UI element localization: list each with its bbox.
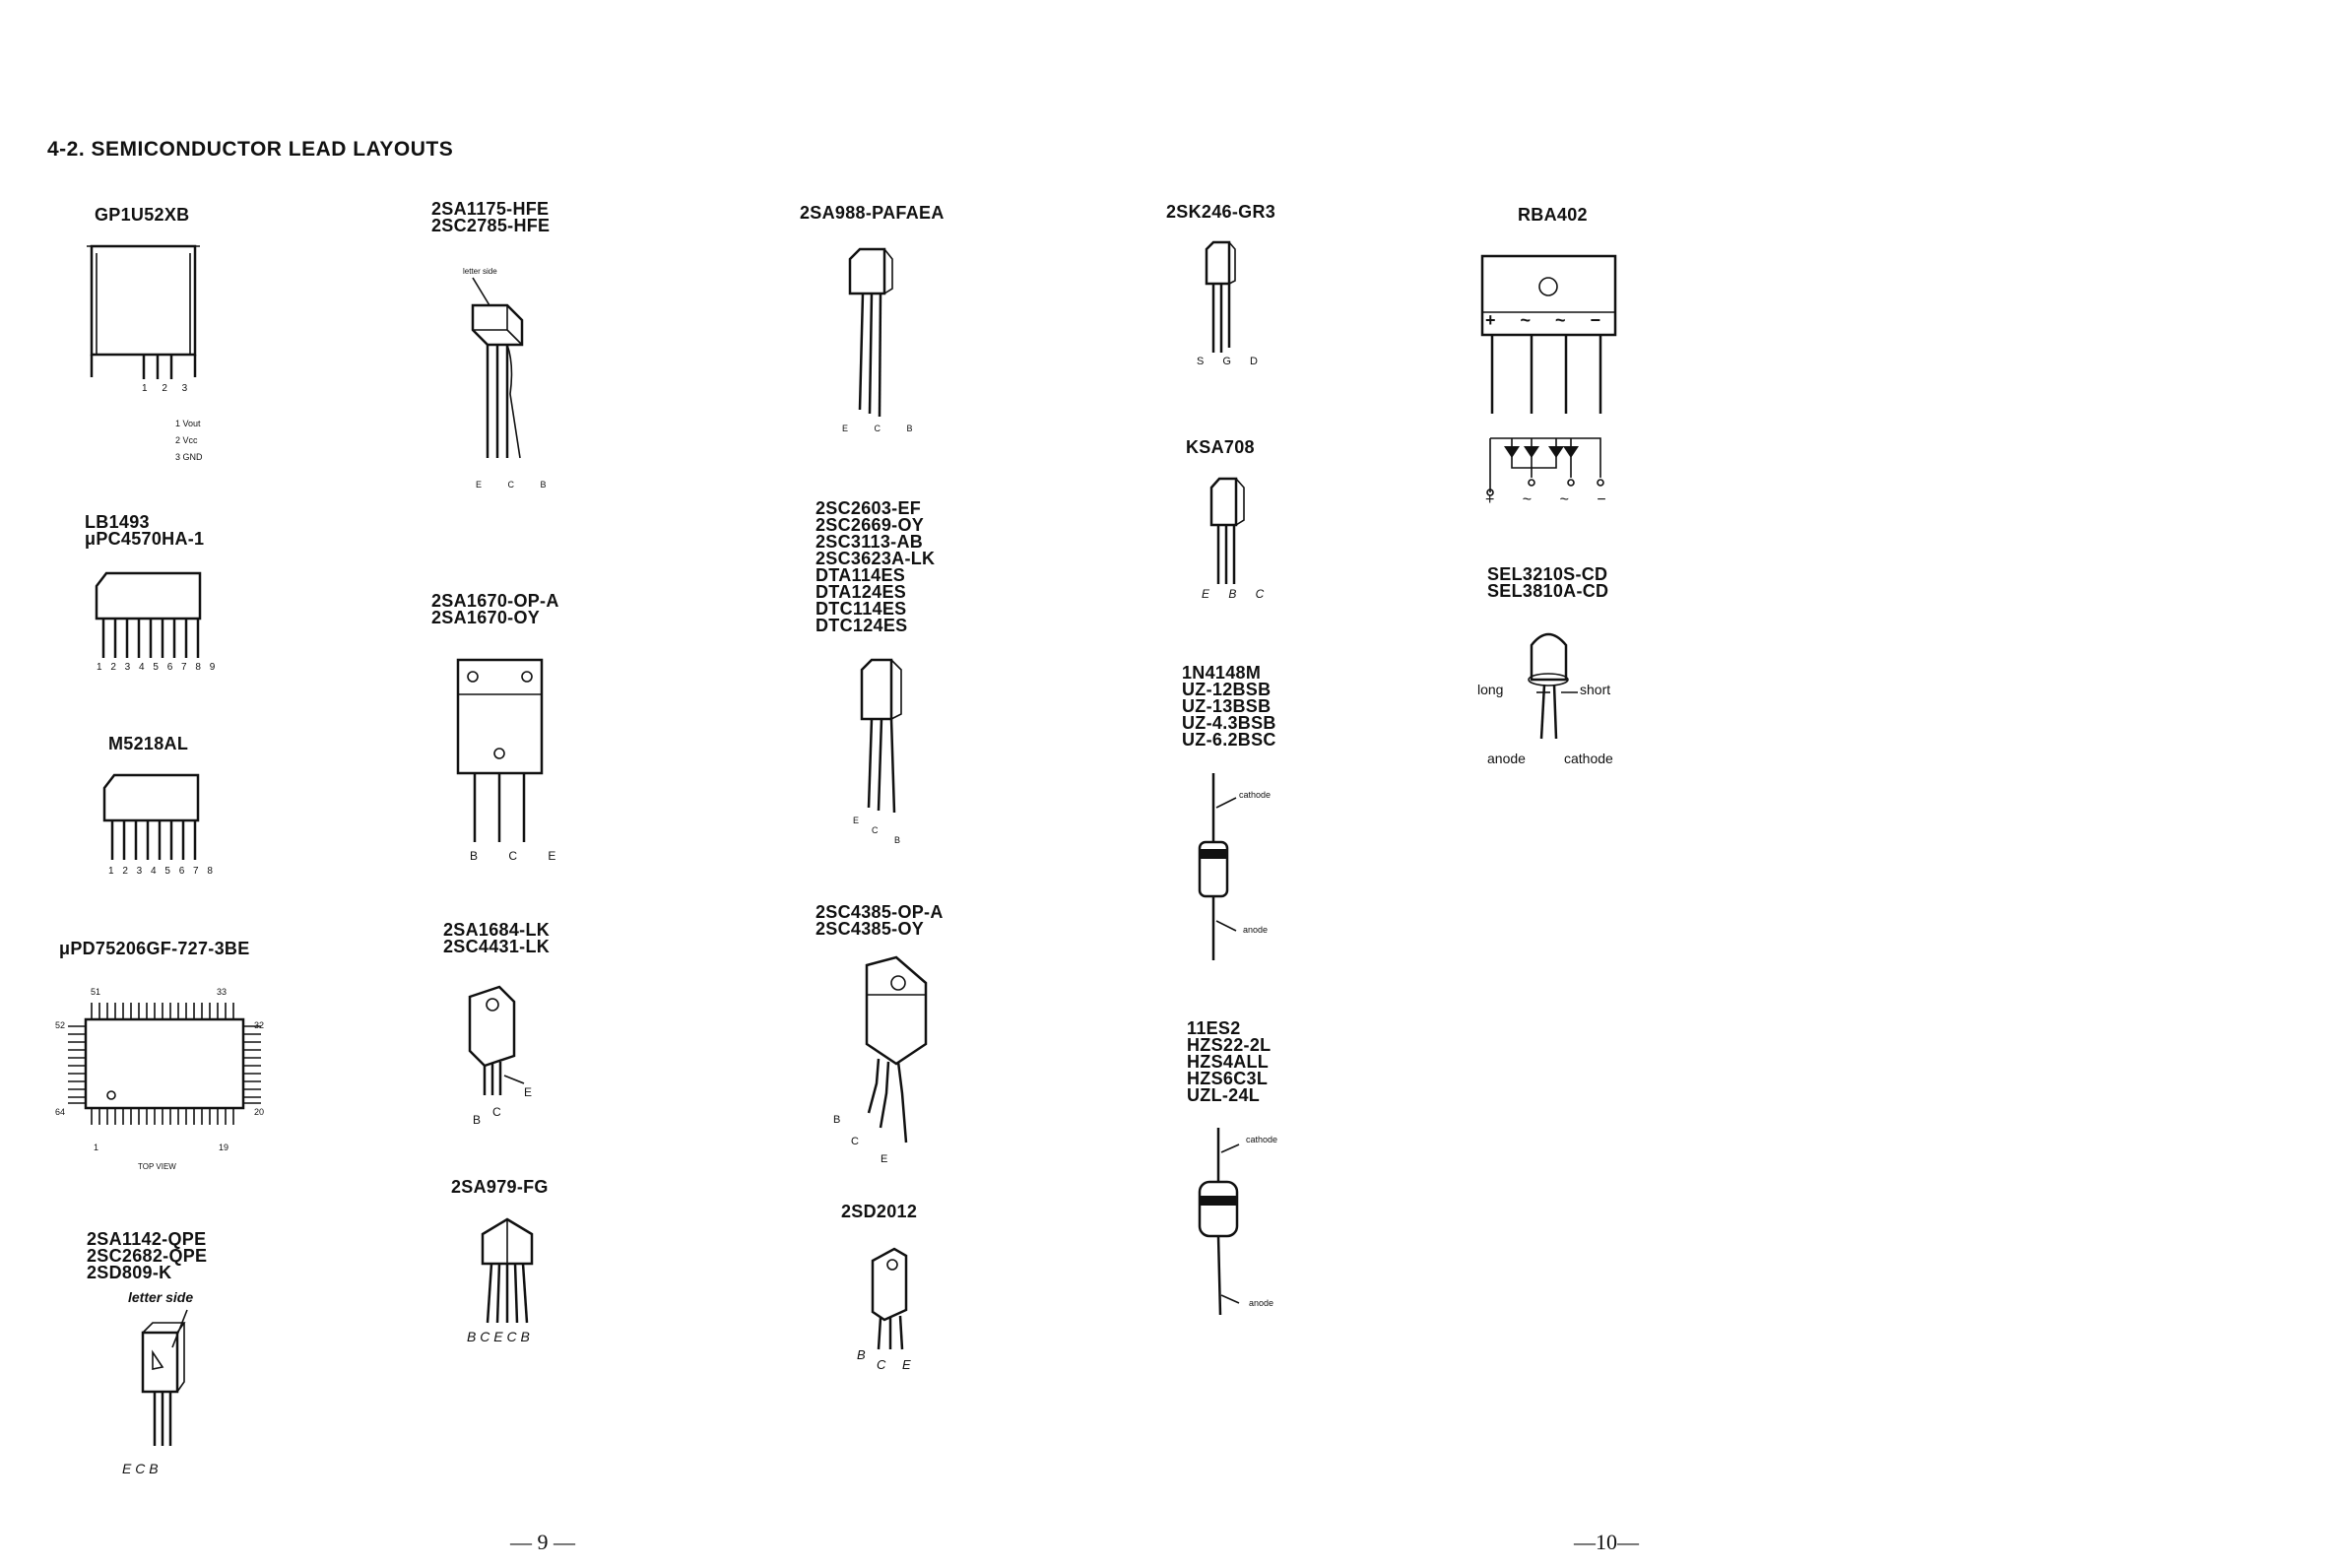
- 2sa1142-letter-side-note: letter side: [128, 1289, 194, 1305]
- upd75206-qfp-drawing: [54, 995, 276, 1133]
- 2sc2603-lead-c: C: [872, 825, 879, 835]
- 2sd2012-lead-c: C: [877, 1357, 886, 1372]
- label-gp1u52xb: GP1U52XB: [95, 205, 190, 225]
- label-2sa1670: 2SA1670-OP-A 2SA1670-OY: [431, 591, 559, 627]
- 2sa1175-transistor-drawing: [453, 276, 542, 473]
- upd75206-pin-19: 19: [219, 1143, 229, 1152]
- 1n4148m-cathode-note: cathode: [1239, 790, 1272, 800]
- gp1u52xb-pin-numbers: 1 2 3: [142, 383, 194, 394]
- 2sa979-transistor-drawing: [478, 1214, 566, 1323]
- upd75206-pin-20: 20: [254, 1107, 265, 1117]
- 2sa979-lead-labels: B C E C B: [467, 1329, 530, 1344]
- ksa708-transistor-drawing: [1207, 476, 1266, 594]
- label-lb1493: LB1493 μPC4570HA-1: [85, 512, 205, 549]
- label-2sd2012: 2SD2012: [841, 1202, 918, 1221]
- sel3210s-cathode-note: cathode: [1564, 751, 1613, 766]
- 1n4148m-anode-note: anode: [1243, 925, 1269, 935]
- page-number-left: — 9 —: [510, 1530, 575, 1554]
- label-2sa1142: 2SA1142-QPE 2SC2682-QPE 2SD809-K: [87, 1229, 208, 1282]
- gp1u52xb-pin-3-note: 3 GND: [175, 452, 203, 462]
- upd75206-pin-1: 1: [94, 1143, 99, 1152]
- label-upd75206: μPD75206GF-727-3BE: [59, 939, 250, 958]
- label-2sk246: 2SK246-GR3: [1166, 202, 1276, 222]
- 11es2-cathode-note: cathode: [1246, 1135, 1278, 1144]
- 2sa1142-transistor-drawing: [133, 1308, 212, 1456]
- 2sa1142-lead-labels: E C B: [122, 1461, 159, 1476]
- 2sc4385-lead-c: C: [851, 1136, 859, 1147]
- label-2sc4385: 2SC4385-OP-A 2SC4385-OY: [816, 902, 944, 939]
- page-title: 4-2. SEMICONDUCTOR LEAD LAYOUTS: [47, 138, 454, 161]
- rba402-bridge-drawing: [1477, 251, 1625, 428]
- 2sa1684-lead-b: B: [473, 1113, 482, 1127]
- 2sk246-lead-labels: S G D: [1197, 356, 1266, 367]
- sel3210s-short-note: short: [1580, 682, 1611, 697]
- gp1u52xb-package-drawing: [87, 241, 205, 379]
- 2sa988-transistor-drawing: [845, 244, 924, 422]
- upd75206-pin-32: 32: [254, 1020, 265, 1030]
- 2sa1175-letter-side-note: letter side: [463, 267, 497, 276]
- rba402-schematic-marks: + ~ ~ −: [1485, 491, 1618, 508]
- upd75206-pin-51: 51: [91, 987, 101, 997]
- 2sa1670-lead-labels: B C E: [470, 849, 570, 863]
- upd75206-top-view-note: TOP VIEW: [138, 1162, 176, 1171]
- 2sc2603-lead-b: B: [894, 835, 901, 845]
- gp1u52xb-pin-2-note: 2 Vcc: [175, 435, 198, 445]
- label-sel3210s: SEL3210S-CD SEL3810A-CD: [1487, 564, 1609, 601]
- 2sc2603-lead-e: E: [853, 816, 860, 825]
- 2sc4385-to220f-drawing: [837, 955, 936, 1162]
- label-ksa708: KSA708: [1186, 437, 1255, 457]
- upd75206-pin-52: 52: [55, 1020, 66, 1030]
- 2sa988-lead-labels: E C B: [842, 424, 925, 433]
- lb1493-pin-numbers: 1 2 3 4 5 6 7 8 9: [97, 662, 219, 673]
- page-number-right: —10—: [1574, 1530, 1639, 1554]
- 11es2-diode-drawing: [1192, 1123, 1274, 1320]
- label-rba402: RBA402: [1518, 205, 1588, 225]
- 2sc4385-lead-b: B: [833, 1114, 841, 1126]
- 2sd2012-lead-e: E: [902, 1357, 911, 1372]
- label-m5218al: M5218AL: [108, 734, 189, 753]
- upd75206-pin-33: 33: [217, 987, 228, 997]
- upd75206-pin-64: 64: [55, 1107, 66, 1117]
- 11es2-anode-note: anode: [1249, 1298, 1274, 1308]
- label-11es2: 11ES2 HZS22-2L HZS4ALL HZS6C3L UZL-24L: [1187, 1018, 1272, 1105]
- sel3210s-anode-note: anode: [1487, 751, 1526, 766]
- 2sc4385-lead-e: E: [881, 1153, 888, 1165]
- m5218al-sip-drawing: [99, 773, 208, 867]
- label-2sa1684: 2SA1684-LK 2SC4431-LK: [443, 920, 551, 956]
- label-1n4148m: 1N4148M UZ-12BSB UZ-13BSB UZ-4.3BSB UZ-6.2BSC: [1182, 663, 1276, 750]
- ksa708-lead-labels: E B C: [1202, 587, 1272, 601]
- 2sa1175-lead-labels: E C B: [476, 480, 558, 490]
- 2sa1684-lead-c: C: [492, 1105, 501, 1119]
- m5218al-pin-numbers: 1 2 3 4 5 6 7 8: [108, 866, 216, 877]
- 2sc2603-transistor-drawing: [857, 655, 936, 822]
- 2sa1670-to3p-drawing: [453, 655, 552, 842]
- label-2sc2603: 2SC2603-EF 2SC2669-OY 2SC3113-AB 2SC3623A-LK DTA114ES DTA124ES DTC114ES DTC124ES: [816, 498, 936, 635]
- 2sa1684-lead-e: E: [524, 1085, 533, 1099]
- rba402-terminal-marks: + ~ ~ −: [1485, 310, 1611, 330]
- label-2sa979: 2SA979-FG: [451, 1177, 549, 1197]
- 2sd2012-transistor-drawing: [865, 1241, 934, 1359]
- 2sd2012-lead-b: B: [857, 1347, 866, 1362]
- lb1493-sip-drawing: [92, 571, 205, 660]
- gp1u52xb-pin-1-note: 1 Vout: [175, 419, 201, 428]
- 2sk246-fet-drawing: [1202, 239, 1251, 367]
- label-2sa1175: 2SA1175-HFE 2SC2785-HFE: [431, 199, 551, 235]
- sel3210s-long-note: long: [1477, 682, 1504, 697]
- label-2sa988: 2SA988-PAFAEA: [800, 203, 945, 223]
